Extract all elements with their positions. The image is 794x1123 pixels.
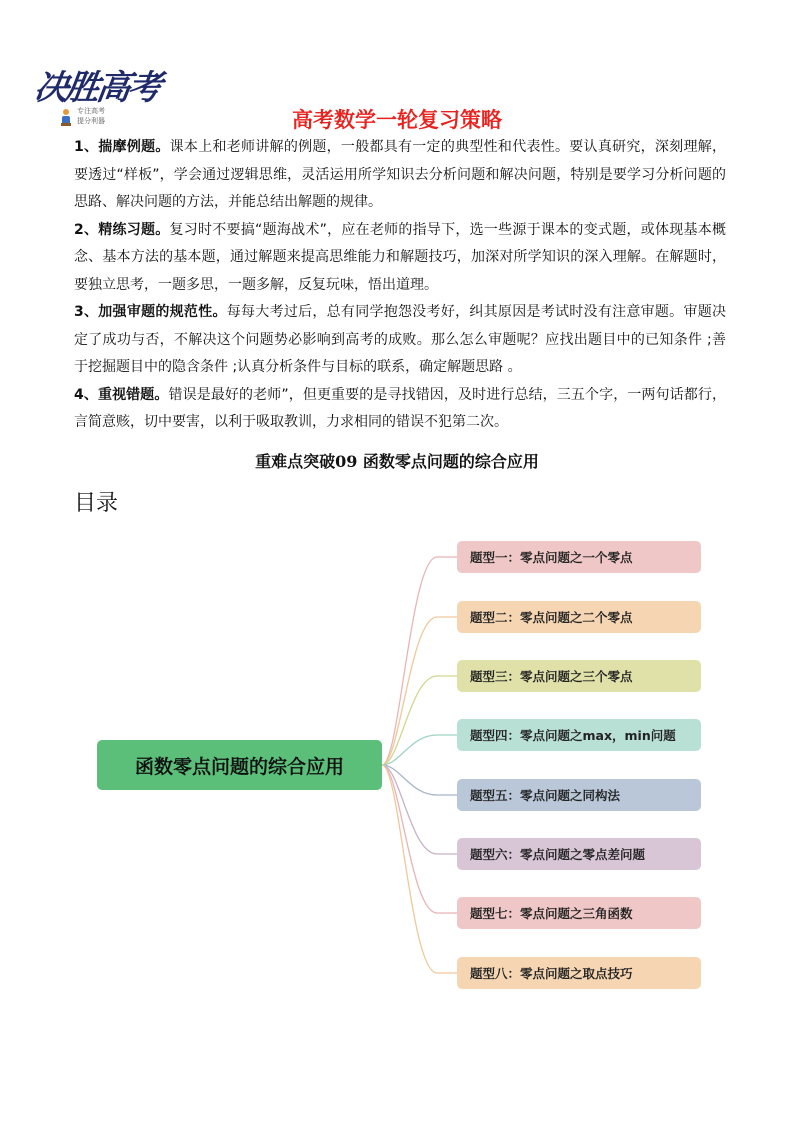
mindmap-node-3[interactable]: 题型三：零点问题之三个零点 <box>457 660 701 692</box>
strategy-item: 2、精练习题。复习时不要搞“题海战术”，应在老师的指导下，选一些源于课本的变式题，或体现基本概念、基本方法的基本题，通过解题来提高思维能力和解题技巧，加深对所学知识的深入理解。在解题时，要独立思考，一题多思，一题多解，反复玩味，悟出道理。 <box>74 221 726 293</box>
mindmap-branch <box>382 557 457 765</box>
strategy-item: 1、揣摩例题。课本上和老师讲解的例题，一般都具有一定的典型性和代表性。要认真研究，深刻理解，要透过“样板”，学会通过逻辑思维，灵活运用所学知识去分析问题和解决问题，特别是要学习分析问题的思路、解决问题的方法，并能总结出解题的规律。 <box>74 139 726 210</box>
mindmap-branch <box>382 765 457 854</box>
mindmap-node-7[interactable]: 题型七：零点问题之三角函数 <box>457 897 701 929</box>
mindmap-node-4[interactable]: 题型四：零点问题之max，min问题 <box>457 719 701 751</box>
logo-text: 决胜高考 <box>31 68 162 108</box>
main-title: 高考数学一轮复习策略 <box>292 108 502 132</box>
mindmap-root: 函数零点问题的综合应用 <box>97 740 382 790</box>
mindmap-node-2[interactable]: 题型二：零点问题之二个零点 <box>457 601 701 633</box>
strategy-item: 4、重视错题。错误是最好的老师”，但更重要的是寻找错因，及时进行总结，三五个字，一两句话都行，言简意赅，切中要害，以利于吸取教训，力求相同的错误不犯第二次。 <box>74 386 726 430</box>
mindmap-branch <box>382 765 457 973</box>
mindmap-node-1[interactable]: 题型一：零点问题之一个零点 <box>457 541 701 573</box>
toc-label: 目录 <box>74 491 119 516</box>
section-title: 重难点突破09 函数零点问题的综合应用 <box>255 452 539 471</box>
mindmap-branch <box>382 676 457 765</box>
mindmap-node-5[interactable]: 题型五：零点问题之同构法 <box>457 779 701 811</box>
strategy-item: 3、加强审题的规范性。每每大考过后，总有同学抱怨没考好，纠其原因是考试时没有注意审题。审题决定了成功与否，不解决这个问题势必影响到高考的成败。那么怎么审题呢？应找出题目中的已知条件 ;善于挖掘题目中的隐含条件 ;认真分析条件与目标的联系，确定解题思路 。 <box>74 304 727 375</box>
mindmap-node-6[interactable]: 题型六：零点问题之零点差问题 <box>457 838 701 870</box>
mindmap-node-8[interactable]: 题型八：零点问题之取点技巧 <box>457 957 701 989</box>
logo-subtitle: 专注高考 提分利器 <box>77 107 105 125</box>
